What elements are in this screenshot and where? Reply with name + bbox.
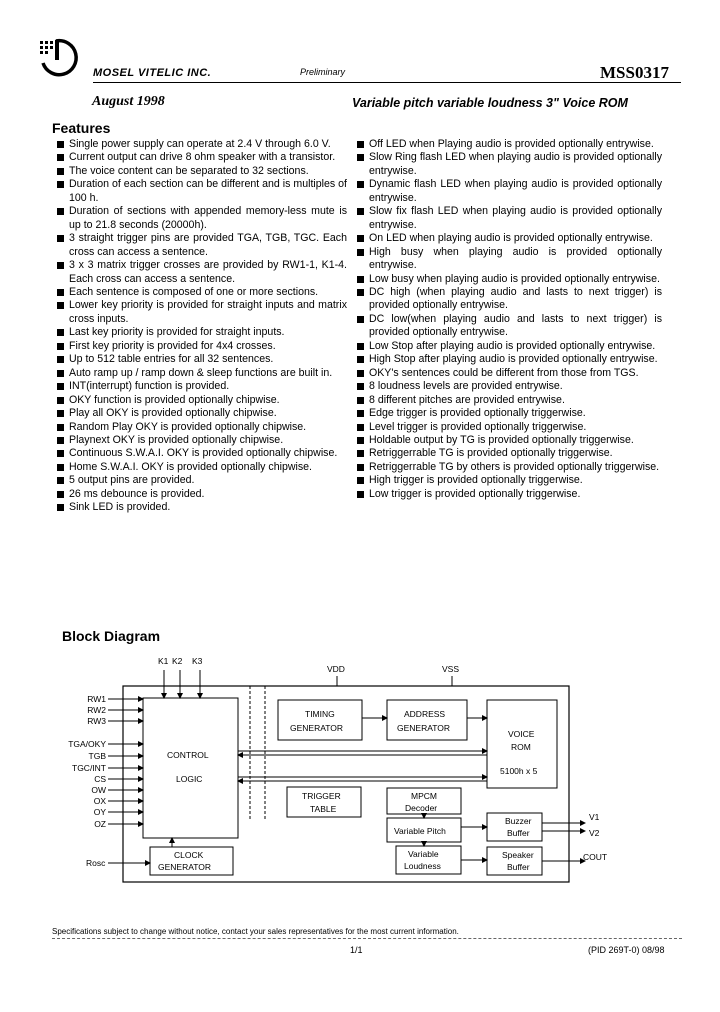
list-item: Play all OKY is provided optionally chipwise. bbox=[55, 407, 347, 420]
rw2-label: RW2 bbox=[87, 705, 106, 715]
mpcm-label-1: MPCM bbox=[411, 791, 437, 801]
part-number: MSS0317 bbox=[600, 63, 669, 82]
block-diagram bbox=[68, 655, 620, 895]
rw3-label: RW3 bbox=[87, 716, 106, 726]
list-item: Holdable output by TG is provided optionally triggerwise. bbox=[355, 434, 662, 447]
list-item: Slow fix flash LED when playing audio is provided optionally entrywise. bbox=[355, 205, 662, 232]
list-item: Continuous S.W.A.I. OKY is provided optionally chipwise. bbox=[55, 447, 347, 460]
list-item: OKY's sentences could be different from those from TGS. bbox=[355, 367, 662, 380]
rw1-label: RW1 bbox=[87, 694, 106, 704]
list-item: Duration of sections with appended memory-less mute is up to 21.8 seconds (20000h). bbox=[55, 205, 347, 232]
list-item: High trigger is provided optionally triggerwise. bbox=[355, 474, 662, 487]
footer-rule bbox=[52, 938, 682, 939]
k1-label: K1 bbox=[158, 656, 169, 666]
page-number: 1/1 bbox=[350, 945, 363, 955]
speaker-label-1: Speaker bbox=[502, 850, 534, 860]
list-item: Current output can drive 8 ohm speaker with a transistor. bbox=[55, 151, 347, 164]
control-logic-block bbox=[143, 698, 238, 838]
list-item: The voice content can be separated to 32 sections. bbox=[55, 165, 347, 178]
clock-label-2: GENERATOR bbox=[158, 862, 212, 872]
v1-label: V1 bbox=[589, 812, 600, 822]
list-item: High busy when playing audio is provided optionally entrywise. bbox=[355, 246, 662, 273]
buzzer-label-1: Buzzer bbox=[505, 816, 532, 826]
list-item: Lower key priority is provided for straight inputs and matrix cross inputs. bbox=[55, 299, 347, 326]
voice-label-3: 5100h x 5 bbox=[500, 766, 538, 776]
features-list-left bbox=[55, 138, 347, 515]
voice-label-1: VOICE bbox=[508, 729, 535, 739]
list-item: Retriggerrable TG by others is provided optionally triggerwise. bbox=[355, 461, 662, 474]
list-item: Playnext OKY is provided optionally chipwise. bbox=[55, 434, 347, 447]
document-pid: (PID 269T-0) 08/98 bbox=[588, 945, 665, 955]
speaker-label-2: Buffer bbox=[507, 862, 530, 872]
voice-label-2: ROM bbox=[511, 742, 531, 752]
list-item: 3 x 3 matrix trigger crosses are provided by RW1-1, K1-4. Each cross can access a sentence. bbox=[55, 259, 347, 286]
list-item: INT(interrupt) function is provided. bbox=[55, 380, 347, 393]
oy-label: OY bbox=[93, 807, 106, 817]
vloud-label-1: Variable bbox=[408, 849, 439, 859]
company-name: MOSEL VITELIC INC. bbox=[93, 67, 212, 79]
list-item: Each sentence is composed of one or more sections. bbox=[55, 286, 347, 299]
list-item: Sink LED is provided. bbox=[55, 501, 347, 514]
vss-label: VSS bbox=[442, 664, 460, 674]
timing-label-1: TIMING bbox=[305, 709, 335, 719]
oz-label: OZ bbox=[94, 819, 106, 829]
k2-label: K2 bbox=[172, 656, 183, 666]
footer-note: Specifications subject to change without notice, contact your sales representatives for the most current information. bbox=[52, 927, 459, 936]
cout-label: COUT bbox=[583, 852, 608, 862]
list-item: First key priority is provided for 4x4 crosses. bbox=[55, 340, 347, 353]
list-item: Low busy when playing audio is provided optionally entrywise. bbox=[355, 273, 662, 286]
list-item: On LED when playing audio is provided optionally entrywise. bbox=[355, 232, 662, 245]
tgc-int-label: TGC/INT bbox=[72, 763, 106, 773]
list-item: Edge trigger is provided optionally triggerwise. bbox=[355, 407, 662, 420]
rosc-label: Rosc bbox=[86, 858, 106, 868]
list-item: Low trigger is provided optionally triggerwise. bbox=[355, 488, 662, 501]
list-item: 3 straight trigger pins are provided TGA, TGB, TGC. Each cross can access a sentence. bbox=[55, 232, 347, 259]
logic-label: LOGIC bbox=[176, 774, 203, 784]
vpitch-label: Variable Pitch bbox=[394, 826, 446, 836]
vdd-label: VDD bbox=[327, 664, 345, 674]
trigger-label-2: TABLE bbox=[310, 804, 337, 814]
list-item: 8 loudness levels are provided entrywise. bbox=[355, 380, 662, 393]
document-subtitle: Variable pitch variable loudness 3" Voice ROM bbox=[352, 96, 628, 110]
document-date: August 1998 bbox=[92, 94, 165, 109]
list-item: Auto ramp up / ramp down & sleep functions are built in. bbox=[55, 367, 347, 380]
header-rule bbox=[93, 82, 681, 83]
timing-generator-block bbox=[278, 700, 362, 740]
list-item: Home S.W.A.I. OKY is provided optionally chipwise. bbox=[55, 461, 347, 474]
clock-label-1: CLOCK bbox=[174, 850, 204, 860]
list-item: Single power supply can operate at 2.4 V through 6.0 V. bbox=[55, 138, 347, 151]
trigger-label-1: TRIGGER bbox=[302, 791, 341, 801]
list-item: 8 different pitches are provided entrywise. bbox=[355, 394, 662, 407]
list-item: Last key priority is provided for straight inputs. bbox=[55, 326, 347, 339]
address-generator-block bbox=[387, 700, 467, 740]
list-item: Dynamic flash LED when playing audio is provided optionally entrywise. bbox=[355, 178, 662, 205]
list-item: Level trigger is provided optionally triggerwise. bbox=[355, 421, 662, 434]
v2-label: V2 bbox=[589, 828, 600, 838]
features-heading: Features bbox=[52, 120, 111, 136]
list-item: High Stop after playing audio is provided optionally entrywise. bbox=[355, 353, 662, 366]
list-item: Low Stop after playing audio is provided optionally entrywise. bbox=[355, 340, 662, 353]
k3-label: K3 bbox=[192, 656, 203, 666]
tga-oky-label: TGA/OKY bbox=[68, 739, 106, 749]
list-item: Off LED when Playing audio is provided optionally entrywise. bbox=[355, 138, 662, 151]
list-item: Random Play OKY is provided optionally chipwise. bbox=[55, 421, 347, 434]
address-label-1: ADDRESS bbox=[404, 709, 446, 719]
list-item: Duration of each section can be different and is multiples of 100 h. bbox=[55, 178, 347, 205]
buzzer-label-2: Buffer bbox=[507, 828, 530, 838]
block-diagram-heading: Block Diagram bbox=[62, 628, 161, 644]
control-label: CONTROL bbox=[167, 750, 209, 760]
mpcm-label-2: Decoder bbox=[405, 803, 438, 813]
list-item: Up to 512 table entries for all 32 sentences. bbox=[55, 353, 347, 366]
list-item: 26 ms debounce is provided. bbox=[55, 488, 347, 501]
timing-label-2: GENERATOR bbox=[290, 723, 344, 733]
ow-label: OW bbox=[91, 785, 106, 795]
document-status: Preliminary bbox=[300, 67, 346, 77]
list-item: Slow Ring flash LED when playing audio is provided optionally entrywise. bbox=[355, 151, 662, 178]
address-label-2: GENERATOR bbox=[397, 723, 451, 733]
features-list-right bbox=[355, 138, 662, 501]
list-item: DC high (when playing audio and lasts to next trigger) is provided optionally entrywise. bbox=[355, 286, 662, 313]
company-logo bbox=[38, 38, 78, 78]
ox-label: OX bbox=[93, 796, 106, 806]
list-item: Retriggerrable TG is provided optionally triggerwise. bbox=[355, 447, 662, 460]
cs-label: CS bbox=[94, 774, 106, 784]
vloud-label-2: Loudness bbox=[404, 861, 441, 871]
list-item: OKY function is provided optionally chipwise. bbox=[55, 394, 347, 407]
list-item: DC low(when playing audio and lasts to next trigger) is provided optionally entrywise. bbox=[355, 313, 662, 340]
list-item: 5 output pins are provided. bbox=[55, 474, 347, 487]
tgb-label: TGB bbox=[88, 751, 106, 761]
